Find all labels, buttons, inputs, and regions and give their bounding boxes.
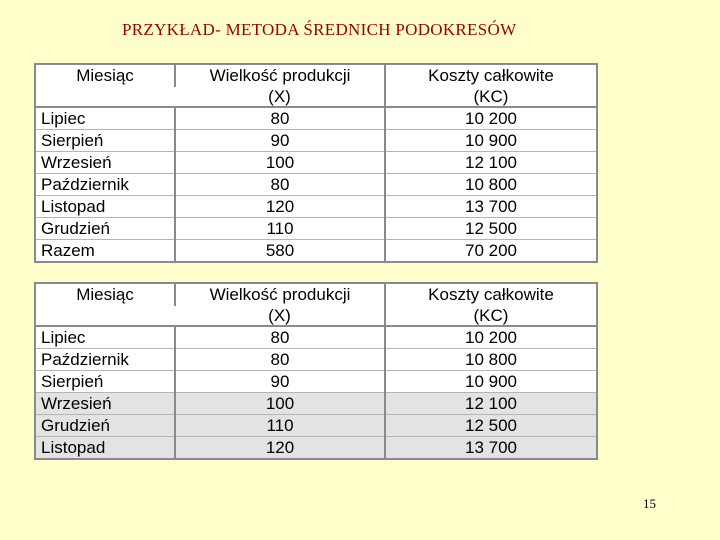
header-month: Miesiąc xyxy=(35,64,175,107)
header-cost: Koszty całkowite xyxy=(385,64,597,87)
data-table-2 xyxy=(34,282,598,460)
cell-production: 90 xyxy=(175,130,385,152)
cell-cost: 13 700 xyxy=(385,196,597,218)
cell-month: Lipiec xyxy=(41,109,86,128)
table-body-2 xyxy=(35,326,597,459)
cell-month: Wrzesień xyxy=(35,393,175,415)
cell-production: 580 xyxy=(175,240,385,263)
table-row xyxy=(35,415,597,437)
table-header-row xyxy=(35,283,597,306)
cell-production: 80 xyxy=(175,326,385,349)
table-row xyxy=(35,349,597,371)
cell-month: Grudzień xyxy=(35,415,175,437)
cell-production: 80 xyxy=(175,107,385,130)
cell-month: Sierpień xyxy=(35,371,175,393)
cell-cost: 12 100 xyxy=(385,152,597,174)
header-production-symbol: (X) xyxy=(175,87,385,107)
cell-month: Październik xyxy=(35,349,175,371)
table-row xyxy=(35,174,597,196)
cell-cost: 10 900 xyxy=(385,130,597,152)
table-row xyxy=(35,240,597,263)
cell-cost: 10 900 xyxy=(385,371,597,393)
cell-cost: 10 200 xyxy=(385,326,597,349)
header-month: Miesiąc xyxy=(35,283,175,326)
table-row xyxy=(35,152,597,174)
cell-production: 120 xyxy=(175,437,385,460)
cell-month: Lipiec xyxy=(41,328,86,347)
cell-month: Wrzesień xyxy=(35,152,175,174)
cell-production: 110 xyxy=(175,415,385,437)
cell-month: Listopad xyxy=(35,196,175,218)
table-header-row xyxy=(35,64,597,87)
header-cost: Koszty całkowite xyxy=(385,283,597,306)
cell-cost: 13 700 xyxy=(385,437,597,460)
header-cost-symbol: (KC) xyxy=(385,87,597,107)
cell-production: 110 xyxy=(175,218,385,240)
data-table-1 xyxy=(34,63,598,263)
header-cost-symbol: (KC) xyxy=(385,306,597,326)
cell-cost: 10 800 xyxy=(385,174,597,196)
table-row xyxy=(35,371,597,393)
table-row xyxy=(35,437,597,460)
cell-month: Listopad xyxy=(35,437,175,460)
cell-cost: 12 100 xyxy=(385,393,597,415)
table-row xyxy=(35,218,597,240)
cell-cost: 10 800 xyxy=(385,349,597,371)
cell-production: 80 xyxy=(175,174,385,196)
cell-production: 100 xyxy=(175,393,385,415)
table-row xyxy=(35,107,597,130)
table-row xyxy=(35,130,597,152)
cell-cost: 12 500 xyxy=(385,218,597,240)
cell-production: 90 xyxy=(175,371,385,393)
slide-title: PRZYKŁAD- METODA ŚREDNICH PODOKRESÓW xyxy=(122,20,517,39)
cell-production: 100 xyxy=(175,152,385,174)
table-row xyxy=(35,393,597,415)
page-number: 15 xyxy=(643,496,656,511)
header-production: Wielkość produkcji xyxy=(175,283,385,306)
cell-production: 120 xyxy=(175,196,385,218)
table-row xyxy=(35,326,597,349)
cell-month: Październik xyxy=(35,174,175,196)
cell-month: Grudzień xyxy=(35,218,175,240)
table-row xyxy=(35,196,597,218)
cell-cost: 70 200 xyxy=(385,240,597,263)
cell-production: 80 xyxy=(175,349,385,371)
table-body-1 xyxy=(35,107,597,262)
cell-cost: 10 200 xyxy=(385,107,597,130)
header-production-symbol: (X) xyxy=(175,306,385,326)
header-production: Wielkość produkcji xyxy=(175,64,385,87)
cell-cost: 12 500 xyxy=(385,415,597,437)
cell-month: Sierpień xyxy=(35,130,175,152)
cell-month: Razem xyxy=(35,240,175,263)
